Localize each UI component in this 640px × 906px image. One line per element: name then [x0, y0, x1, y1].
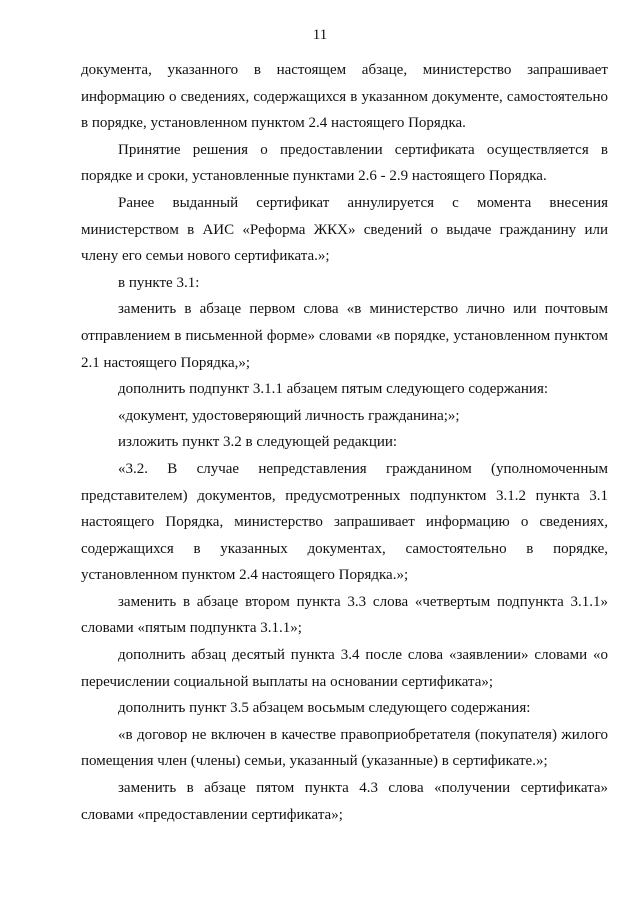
paragraph: изложить пункт 3.2 в следующей редакции: [118, 434, 398, 451]
document-body [81, 57, 608, 828]
paragraph: заменить в абзаце первом слова «в министерство лично или почтовым отправлением в письменной форме» словами «в порядке, установленном пунктом 2.1 настоящего Порядка,»; [81, 301, 608, 371]
paragraph-continuation: документа, указанного в настоящем абзаце, министерство запрашивает информацию о сведениях, содержащихся в указанном документе, самостоятельно в порядке, установленном пунктом 2.4 настоящего Порядка. [81, 62, 608, 132]
paragraph: «в договор не включен в качестве правоприобретателя (покупателя) жилого помещения член (члены) семьи, указанный (указанные) в сертификате.»; [81, 726, 608, 770]
page-number: 11 [312, 27, 328, 43]
paragraph: заменить в абзаце втором пункта 3.3 слова «четвертым подпункта 3.1.1» словами «пятым подпункта 3.1.1»; [81, 593, 608, 637]
paragraph: Ранее выданный сертификат аннулируется с момента внесения министерством в АИС «Реформа ЖКХ» сведений о выдаче гражданину или члену его семьи нового сертификата.»; [81, 194, 608, 265]
paragraph: «3.2. В случае непредставления гражданином (уполномоченным представителем) документов, предусмотренных подпунктом 3.1.2 пункта 3.1 настоящего Порядка, министерство запрашивает информацию о сведениях, содержащихся в указанных документах, самостоятельно в порядке, установленном пунктом 2.4 настоящего Порядка.»; [81, 460, 608, 584]
paragraph: дополнить подпункт 3.1.1 абзацем пятым следующего содержания: [118, 381, 549, 398]
paragraph: дополнить пункт 3.5 абзацем восьмым следующего содержания: [118, 700, 531, 717]
paragraph: «документ, удостоверяющий личность гражданина;»; [118, 407, 460, 424]
paragraph: Принятие решения о предоставлении сертификата осуществляется в порядке и сроки, установленные пунктами 2.6 - 2.9 настоящего Порядка. [81, 141, 608, 185]
paragraph: в пункте 3.1: [118, 274, 200, 291]
paragraph: дополнить абзац десятый пункта 3.4 после слова «заявлении» словами «о перечислении социальной выплаты на основании сертификата»; [81, 647, 608, 690]
paragraph: заменить в абзаце пятом пункта 4.3 слова «получении сертификата» словами «предоставлении сертификата»; [81, 780, 608, 823]
